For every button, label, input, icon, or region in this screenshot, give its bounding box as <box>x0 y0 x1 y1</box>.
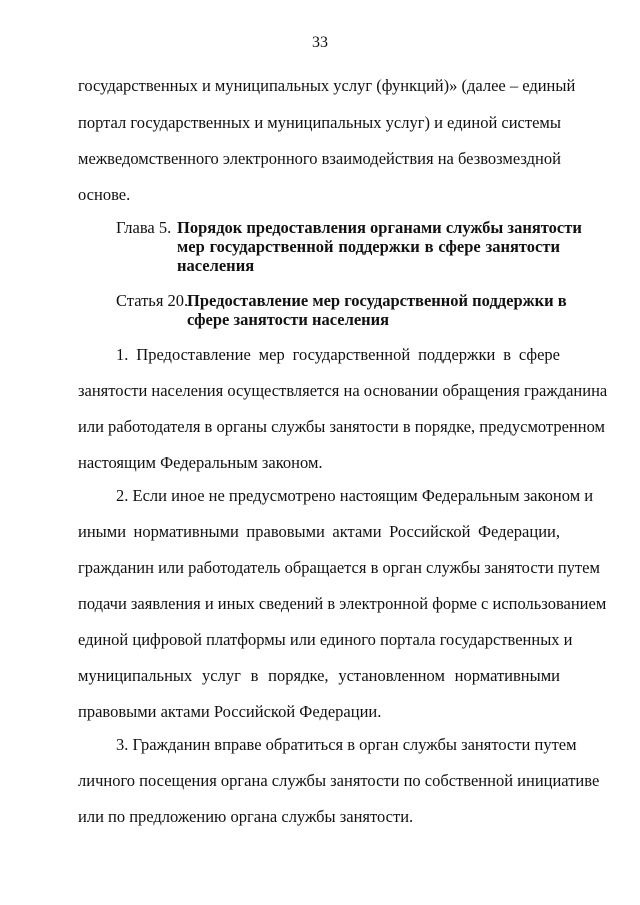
article-title-line: Предоставление мер государственной поддержки в <box>187 291 567 310</box>
page-number: 33 <box>312 34 328 51</box>
paragraph-2-line: единой цифровой платформы или единого портала государственных и <box>78 630 573 649</box>
paragraph-1-line: или работодателя в органы службы занятости в порядке, предусмотренном <box>78 417 605 436</box>
paragraph-2-line: муниципальных услуг в порядке, установленном нормативными <box>78 666 560 685</box>
paragraph-3-line: личного посещения органа службы занятости по собственной инициативе <box>78 771 600 790</box>
article-label: Статья 20. <box>116 291 189 310</box>
paragraph-2-line: 2. Если иное не предусмотрено настоящим Федеральным законом и <box>116 486 594 505</box>
intro-line: государственных и муниципальных услуг (функций)» (далее – единый <box>78 76 576 95</box>
paragraph-1-line: настоящим Федеральным законом. <box>78 453 323 472</box>
paragraph-1-line: занятости населения осуществляется на основании обращения гражданина <box>78 381 608 400</box>
paragraph-1-line: 1. Предоставление мер государственной поддержки в сфере <box>116 345 560 364</box>
intro-line: портал государственных и муниципальных услуг) и единой системы <box>78 113 561 132</box>
chapter-title <box>177 218 582 275</box>
article-title <box>187 291 567 329</box>
paragraph-2-line: правовыми актами Российской Федерации. <box>78 702 382 721</box>
chapter-title-line: Порядок предоставления органами службы занятости <box>177 218 582 237</box>
paragraph-2-line: иными нормативными правовыми актами Российской Федерации, <box>78 522 560 541</box>
chapter-title-line: населения <box>177 256 255 275</box>
paragraph-2-line: подачи заявления и иных сведений в электронной форме с использованием <box>78 594 607 613</box>
paragraph-3-line: 3. Гражданин вправе обратиться в орган службы занятости путем <box>116 735 577 754</box>
intro-line: межведомственного электронного взаимодействия на безвозмездной <box>78 149 561 168</box>
chapter-title-line: мер государственной поддержки в сфере занятости <box>177 237 560 256</box>
chapter-label: Глава 5. <box>116 218 172 237</box>
paragraph-3-line: или по предложению органа службы занятости. <box>78 807 414 826</box>
intro-line: основе. <box>78 185 131 204</box>
paragraph-2-line: гражданин или работодатель обращается в орган службы занятости путем <box>78 558 600 577</box>
article-title-line: сфере занятости населения <box>187 310 390 329</box>
